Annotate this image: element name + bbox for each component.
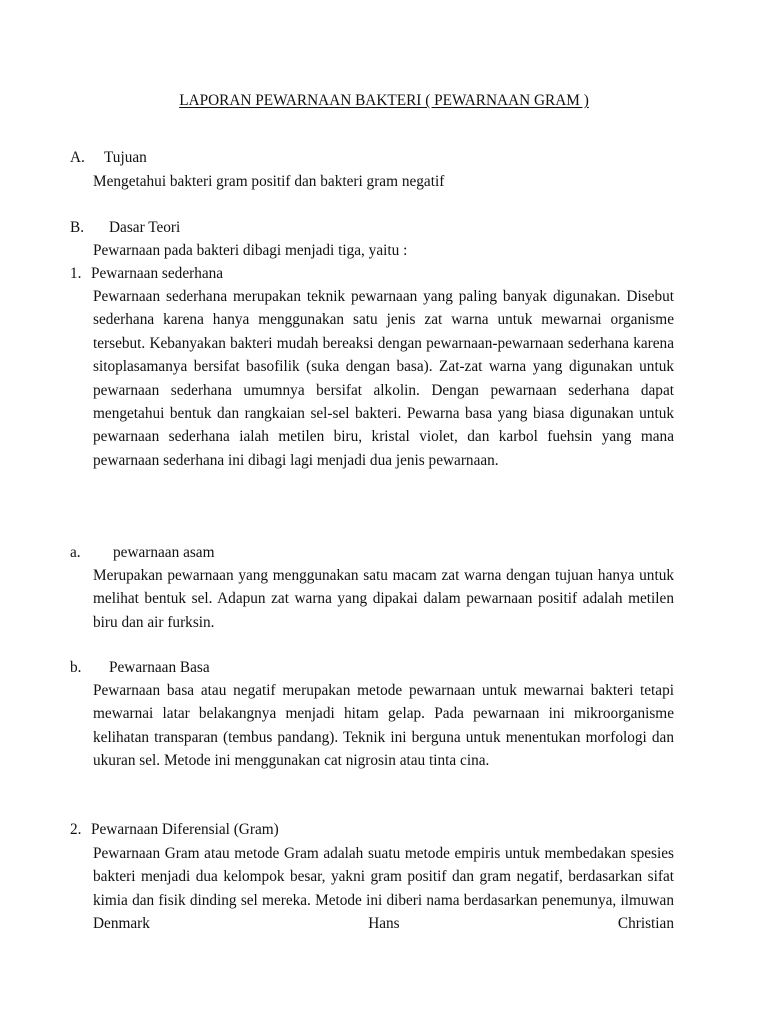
sub-a-marker: a. xyxy=(70,544,81,561)
section-a-heading: Tujuan xyxy=(104,149,147,166)
section-b-intro: Pewarnaan pada bakteri dibagi menjadi tiga, yaitu : xyxy=(93,242,408,259)
sub-a-paragraph: Merupakan pewarnaan yang menggunakan satu macam zat warna dengan tujuan hanya untuk melihat bentuk sel. Adapun zat warna yang dipakai dalam pewarnaan positif adalah metilen biru dan air furksin. xyxy=(93,567,674,631)
item-2-heading: Pewarnaan Diferensial (Gram) xyxy=(91,821,279,838)
item-2-paragraph: Pewarnaan Gram atau metode Gram adalah suatu metode empiris untuk membedakan spesies bakteri menjadi dua kelompok besar, yakni gram positif dan gram negatif, berdasarkan sifat kimia dan fisik dinding sel mereka. Metode ini diberi nama berdasarkan penemunya, ilmuwan Denmark Hans Christian xyxy=(93,845,674,933)
document-title: LAPORAN PEWARNAAN BAKTERI ( PEWARNAAN GRAM ) xyxy=(179,92,589,109)
sub-b-paragraph: Pewarnaan basa atau negatif merupakan metode pewarnaan untuk mewarnai bakteri tetapi mewarnai latar belakangnya menjadi hitam gelap. Pada pewarnaan ini mikroorganisme kelihatan transparan (tembus pandang). Teknik ini berguna untuk menentukan morfologi dan ukuran sel. Metode ini menggunakan cat nigrosin atau tinta cina. xyxy=(93,682,674,770)
section-b-heading: Dasar Teori xyxy=(109,219,181,236)
sub-b-heading: Pewarnaan Basa xyxy=(109,659,210,676)
item-1-marker: 1. xyxy=(70,265,82,282)
item-2-marker: 2. xyxy=(70,821,82,838)
section-b-marker: B. xyxy=(70,219,85,236)
item-1-heading: Pewarnaan sederhana xyxy=(91,265,224,282)
sub-a-heading: pewarnaan asam xyxy=(113,544,215,561)
sub-b-marker: b. xyxy=(70,659,82,676)
section-a-marker: A. xyxy=(70,149,85,166)
item-1-paragraph: Pewarnaan sederhana merupakan teknik pewarnaan yang paling banyak digunakan. Disebut sederhana karena hanya menggunakan satu jenis zat warna untuk mewarnai organisme tersebut. Kebanyakan bakteri mudah bereaksi dengan pewarnaan-pewarnaan sederhana karena sitoplasamanya bersifat basofilik (suka dengan basa). Zat-zat warna yang digunakan untuk pewarnaan sederhana umumnya bersifat alkolin. Dengan pewarnaan sederhana dapat mengetahui bentuk dan rangkaian sel-sel bakteri. Pewarna basa yang biasa digunakan untuk pewarnaan sederhana ialah metilen biru, kristal violet, dan karbol fuehsin yang mana pewarnaan sederhana ini dibagi lagi menjadi dua jenis pewarnaan. xyxy=(93,288,674,469)
section-a-text: Mengetahui bakteri gram positif dan bakteri gram negatif xyxy=(93,173,445,190)
